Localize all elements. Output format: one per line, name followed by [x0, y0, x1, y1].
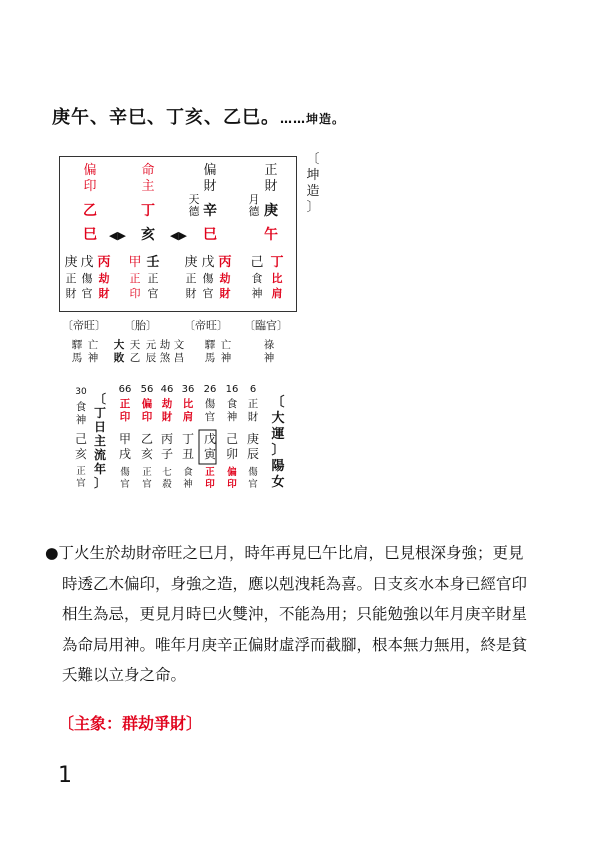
current-luck-frame — [199, 430, 216, 464]
luck-stem-3: 丁 — [181, 432, 194, 446]
year-branch: 午 — [264, 227, 278, 243]
year-hidden-1: 己 — [250, 255, 264, 270]
heading-pillars: 庚午、辛巳、丁亥、乙巳。 — [52, 107, 280, 128]
analysis-text: ●丁火生於劫財帝旺之巳月，時年再見巳午比肩，巳見根深身強；更見時透乙木偏印，身強之造，應以剋洩耗為喜。日支亥水本身已經官印相生為忌，更見月時巳火雙沖，不能為用；只能勉強以年月庚辛財星為命局用神。唯年月庚辛正偏財虛浮而截腳，根本無力無用，終是貧夭難以立身之命。 — [45, 544, 528, 684]
year-note: 月 德 — [248, 193, 260, 218]
month-hidden-god-2: 傷 官 — [202, 272, 214, 300]
month-stem: 辛 — [203, 203, 217, 219]
palace-month: 〔帝旺〕 — [184, 319, 228, 332]
hour-hidden-3: 丙 — [97, 255, 111, 270]
chart-gender-tag: 〔 坤 造 〕 — [306, 152, 320, 215]
luck-age-6: 66 — [118, 384, 132, 395]
luck-stem-2: 戊 — [203, 432, 216, 446]
arrow-pair-right-icon: ◀▶ — [170, 229, 187, 242]
shensha-8: 驛 馬 — [204, 339, 216, 364]
luck-branch-3: 丑 — [181, 447, 194, 461]
prior-age: 30 — [75, 387, 87, 397]
luck-age-0: 6 — [249, 384, 257, 395]
month-hidden-1: 庚 — [184, 255, 198, 270]
month-top-text: 偏 財 — [203, 163, 217, 194]
luck-god-6: 正 印 — [119, 398, 131, 423]
luck-branch-0: 辰 — [246, 447, 259, 461]
shensha-2: 亡 神 — [87, 339, 99, 364]
luck-stem-0: 庚 — [246, 432, 259, 446]
shensha-5: 元 辰 — [145, 339, 157, 364]
hour-hidden-2: 戊 — [80, 255, 94, 270]
hour-top-text: 偏 印 — [83, 163, 97, 194]
luck-branch-god-6: 傷 官 — [120, 467, 130, 490]
month-hidden-3: 丙 — [218, 255, 232, 270]
month-note: 天 德 — [188, 193, 200, 218]
day-hidden-2: 壬 — [146, 255, 160, 270]
month-hidden-2: 戊 — [201, 255, 215, 270]
luck-god-2: 傷 官 — [204, 398, 216, 423]
luck-branch-god-3: 食 神 — [183, 467, 193, 490]
shensha-3: 大 敗 — [113, 339, 125, 364]
luck-stem-5: 乙 — [140, 432, 153, 446]
year-hidden-god-2: 比 肩 — [271, 272, 283, 300]
luck-branch-2: 寅 — [203, 447, 216, 461]
hour-hidden-god-2: 傷 官 — [81, 272, 93, 300]
luck-age-4: 46 — [160, 384, 174, 395]
month-hidden-god-3: 劫 財 — [219, 272, 231, 300]
shensha-6: 劫 煞 — [159, 339, 171, 364]
luck-god-5: 偏 印 — [141, 398, 153, 423]
day-branch: 亥 — [141, 227, 155, 243]
prior-branch-god: 正 官 — [76, 466, 86, 489]
day-hidden-1: 甲 — [128, 255, 142, 270]
luck-branch-4: 子 — [160, 447, 173, 461]
luck-god-4: 劫 財 — [161, 398, 173, 423]
year-hidden-2: 丁 — [270, 255, 284, 270]
year-top-text: 正 財 — [264, 163, 278, 194]
page-number: 1 — [58, 763, 72, 788]
hour-hidden-god-1: 正 財 — [65, 272, 77, 300]
luck-god-3: 比 肩 — [182, 398, 194, 423]
luck-branch-6: 戌 — [118, 447, 131, 461]
palace-hour: 〔帝旺〕 — [62, 319, 106, 332]
prior-branch: 亥 — [74, 447, 87, 461]
flow-year-label: 〔 丁 日 主 流 年 〕 — [93, 392, 106, 490]
luck-god-1: 食 神 — [226, 398, 238, 423]
day-stem: 丁 — [141, 203, 155, 219]
month-branch: 巳 — [203, 227, 217, 243]
luck-title: 〔 大 運 〕 陽 女 — [271, 395, 285, 490]
prior-stem: 己 — [74, 432, 87, 446]
hour-hidden-1: 庚 — [64, 255, 78, 270]
shensha-9: 亡 神 — [220, 339, 232, 364]
luck-age-1: 16 — [225, 384, 239, 395]
luck-god-0: 正 財 — [247, 398, 259, 423]
shensha-10: 祿 神 — [263, 339, 275, 364]
luck-branch-1: 卯 — [225, 447, 238, 461]
hour-branch: 巳 — [83, 227, 97, 243]
luck-stem-6: 甲 — [118, 432, 131, 446]
year-stem: 庚 — [264, 203, 278, 219]
shensha-4: 天 乙 — [129, 339, 141, 364]
shensha-7: 文 昌 — [173, 339, 185, 364]
prior-god: 食 神 — [75, 401, 87, 426]
luck-branch-god-5: 正 官 — [142, 467, 152, 490]
luck-age-2: 26 — [203, 384, 217, 395]
luck-branch-god-4: 七 殺 — [162, 467, 172, 490]
analysis-paragraph — [45, 538, 532, 691]
luck-age-3: 36 — [181, 384, 195, 395]
luck-stem-4: 丙 — [160, 432, 173, 446]
shensha-1: 驛 馬 — [71, 339, 83, 364]
luck-age-5: 56 — [140, 384, 154, 395]
palace-day: 〔胎〕 — [124, 319, 157, 332]
day-top-text: 命 主 — [141, 163, 155, 194]
day-hidden-god-2: 正 官 — [147, 272, 159, 300]
luck-branch-5: 亥 — [140, 447, 153, 461]
luck-branch-god-2: 正 印 — [205, 467, 215, 490]
hour-hidden-god-3: 劫 財 — [98, 272, 110, 300]
day-hidden-god-1: 正 印 — [129, 272, 141, 300]
year-hidden-god-1: 食 神 — [251, 272, 263, 300]
theme-label: 〔主象：群劫爭財〕 — [58, 714, 203, 733]
hour-stem: 乙 — [83, 203, 97, 219]
luck-stem-1: 己 — [225, 432, 238, 446]
heading-suffix: ……坤造。 — [280, 112, 346, 126]
month-hidden-god-1: 正 財 — [185, 272, 197, 300]
palace-year: 〔臨官〕 — [244, 319, 288, 332]
luck-branch-god-0: 傷 官 — [248, 467, 258, 490]
arrow-pair-left-icon: ◀▶ — [109, 229, 126, 242]
luck-branch-god-1: 偏 印 — [227, 467, 237, 490]
